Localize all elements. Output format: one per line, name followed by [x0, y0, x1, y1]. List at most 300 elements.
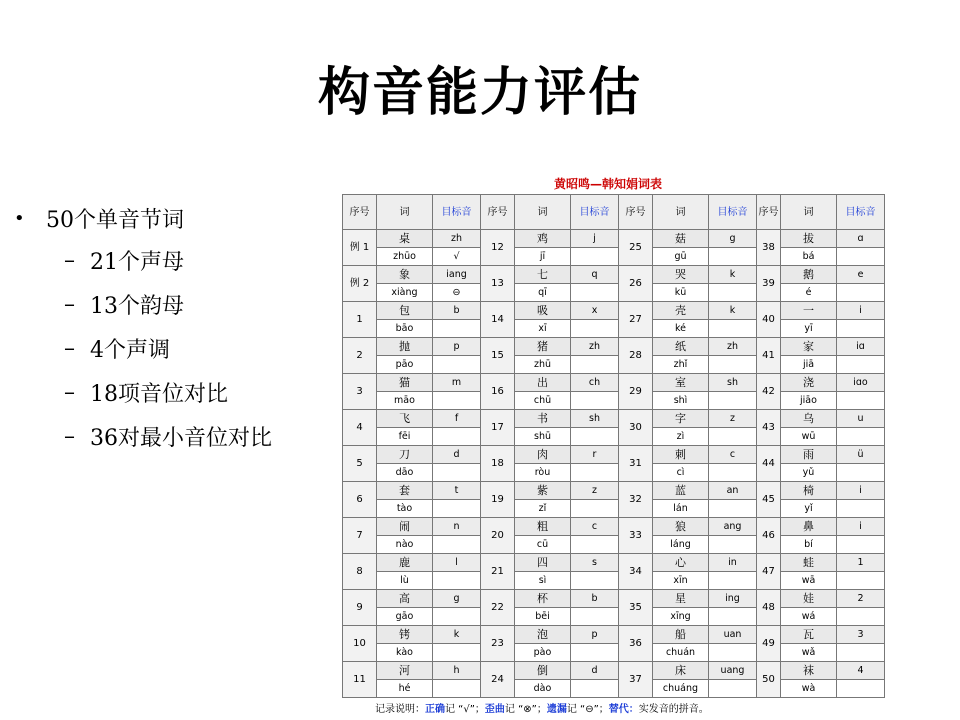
item-word: 娃	[781, 590, 837, 608]
item-number: 16	[481, 374, 515, 410]
item-target: c	[571, 518, 619, 536]
item-number: 25	[619, 230, 653, 266]
item-mark	[433, 644, 481, 662]
item-word: 蛙	[781, 554, 837, 572]
item-target: j	[571, 230, 619, 248]
item-number: 9	[343, 590, 377, 626]
item-number: 41	[757, 338, 781, 374]
header-target: 目标音	[837, 195, 885, 230]
item-mark	[433, 320, 481, 338]
item-number: 21	[481, 554, 515, 590]
table-row-pinyin	[343, 680, 885, 698]
item-mark	[571, 572, 619, 590]
item-target: c	[709, 446, 757, 464]
note-omit-text: 记 “⊖”；	[566, 704, 609, 715]
item-pinyin: pāo	[377, 356, 433, 374]
item-word: 鼻	[781, 518, 837, 536]
item-number: 47	[757, 554, 781, 590]
item-pinyin: xīng	[653, 608, 709, 626]
item-target: k	[709, 266, 757, 284]
item-pinyin: kào	[377, 644, 433, 662]
item-pinyin: ròu	[515, 464, 571, 482]
item-word: 肉	[515, 446, 571, 464]
item-pinyin: zhǐ	[653, 356, 709, 374]
item-number: 49	[757, 626, 781, 662]
item-target: k	[709, 302, 757, 320]
item-word: 蓝	[653, 482, 709, 500]
item-target: zh	[709, 338, 757, 356]
record-note	[375, 700, 709, 715]
bullet-sub-item: – 4个声调	[14, 326, 272, 370]
slide-title: 构音能力评估	[317, 63, 642, 123]
table-row-pinyin	[343, 464, 885, 482]
item-target: sh	[709, 374, 757, 392]
item-target: z	[709, 410, 757, 428]
item-pinyin: pào	[515, 644, 571, 662]
item-target: iɑ	[837, 338, 885, 356]
item-word: 袜	[781, 662, 837, 680]
item-word: 菇	[653, 230, 709, 248]
item-word: 抛	[377, 338, 433, 356]
table-row-pinyin	[343, 248, 885, 266]
bullet-sub-text: 4个声调	[90, 337, 170, 363]
item-mark	[433, 680, 481, 698]
item-word: 乌	[781, 410, 837, 428]
item-number: 例 2	[343, 266, 377, 302]
item-mark	[433, 392, 481, 410]
item-number: 43	[757, 410, 781, 446]
table-row-pinyin	[343, 572, 885, 590]
item-word: 四	[515, 554, 571, 572]
item-pinyin: cū	[515, 536, 571, 554]
header-word: 词	[653, 195, 709, 230]
item-mark	[837, 428, 885, 446]
table-row-pinyin	[343, 536, 885, 554]
item-word: 鹅	[781, 266, 837, 284]
item-mark	[709, 536, 757, 554]
item-pinyin: yǔ	[781, 464, 837, 482]
item-mark	[837, 392, 885, 410]
item-pinyin: zǐ	[515, 500, 571, 518]
item-mark	[433, 572, 481, 590]
item-pinyin: nào	[377, 536, 433, 554]
table-row	[343, 266, 885, 284]
table-row-pinyin	[343, 392, 885, 410]
table-row	[343, 446, 885, 464]
item-pinyin: kū	[653, 284, 709, 302]
item-pinyin: wǎ	[781, 644, 837, 662]
item-word: 船	[653, 626, 709, 644]
item-word: 猪	[515, 338, 571, 356]
note-lead: 记录说明：	[375, 704, 425, 715]
item-mark	[433, 428, 481, 446]
item-number: 7	[343, 518, 377, 554]
item-target: zh	[433, 230, 481, 248]
item-pinyin: tào	[377, 500, 433, 518]
item-number: 42	[757, 374, 781, 410]
item-target: g	[709, 230, 757, 248]
item-word: 星	[653, 590, 709, 608]
item-number: 30	[619, 410, 653, 446]
item-target: p	[571, 626, 619, 644]
item-mark	[433, 356, 481, 374]
item-mark	[709, 428, 757, 446]
item-mark	[571, 500, 619, 518]
item-pinyin: bí	[781, 536, 837, 554]
item-target: ch	[571, 374, 619, 392]
item-target: t	[433, 482, 481, 500]
item-mark	[837, 320, 885, 338]
item-target: uang	[709, 662, 757, 680]
header-number: 序号	[619, 195, 653, 230]
word-list-table	[342, 194, 885, 698]
item-number: 3	[343, 374, 377, 410]
bullet-sub-text: 36对最小音位对比	[90, 425, 272, 451]
item-target: sh	[571, 410, 619, 428]
item-word: 室	[653, 374, 709, 392]
table-header-row	[343, 195, 885, 230]
item-mark	[571, 248, 619, 266]
item-mark	[837, 284, 885, 302]
table-row	[343, 482, 885, 500]
item-target: iang	[433, 266, 481, 284]
item-mark	[837, 608, 885, 626]
table-row-pinyin	[343, 356, 885, 374]
item-target: s	[571, 554, 619, 572]
table-row	[343, 338, 885, 356]
item-pinyin: xīn	[653, 572, 709, 590]
item-mark	[709, 680, 757, 698]
item-pinyin: wá	[781, 608, 837, 626]
bullet-dot: •	[14, 207, 25, 229]
item-pinyin: sì	[515, 572, 571, 590]
item-target: x	[571, 302, 619, 320]
item-number: 35	[619, 590, 653, 626]
item-word: 刀	[377, 446, 433, 464]
table-row-pinyin	[343, 428, 885, 446]
item-pinyin: dāo	[377, 464, 433, 482]
item-pinyin: chuáng	[653, 680, 709, 698]
item-pinyin: zhū	[515, 356, 571, 374]
item-mark	[571, 320, 619, 338]
item-pinyin: yī	[781, 320, 837, 338]
item-word: 鸡	[515, 230, 571, 248]
item-pinyin: cì	[653, 464, 709, 482]
item-mark	[571, 428, 619, 446]
item-number: 10	[343, 626, 377, 662]
item-mark	[837, 248, 885, 266]
note-sub: 替代：	[608, 704, 639, 715]
item-word: 一	[781, 302, 837, 320]
item-word: 飞	[377, 410, 433, 428]
bullet-main-text: 50个单音节词	[46, 207, 184, 233]
item-word: 粗	[515, 518, 571, 536]
item-number: 28	[619, 338, 653, 374]
item-target: z	[571, 482, 619, 500]
item-target: g	[433, 590, 481, 608]
item-mark	[709, 464, 757, 482]
note-omit: 遗漏	[546, 704, 567, 715]
item-target: q	[571, 266, 619, 284]
item-mark	[571, 284, 619, 302]
header-word: 词	[781, 195, 837, 230]
item-pinyin: gāo	[377, 608, 433, 626]
item-mark	[709, 572, 757, 590]
item-target: k	[433, 626, 481, 644]
item-word: 家	[781, 338, 837, 356]
item-pinyin: dào	[515, 680, 571, 698]
item-mark	[571, 644, 619, 662]
table-row	[343, 374, 885, 392]
bullet-sub-item: – 36对最小音位对比	[14, 414, 272, 458]
item-number: 45	[757, 482, 781, 518]
item-mark	[709, 608, 757, 626]
item-word: 书	[515, 410, 571, 428]
item-mark	[837, 536, 885, 554]
item-number: 23	[481, 626, 515, 662]
item-target: m	[433, 374, 481, 392]
item-word: 纸	[653, 338, 709, 356]
item-number: 40	[757, 302, 781, 338]
item-target: iɑo	[837, 374, 885, 392]
item-word: 泡	[515, 626, 571, 644]
item-pinyin: yǐ	[781, 500, 837, 518]
item-word: 椅	[781, 482, 837, 500]
item-pinyin: chuán	[653, 644, 709, 662]
table-row	[343, 626, 885, 644]
item-number: 4	[343, 410, 377, 446]
item-target: b	[571, 590, 619, 608]
item-word: 浇	[781, 374, 837, 392]
item-mark	[709, 644, 757, 662]
item-mark	[433, 464, 481, 482]
item-mark	[709, 248, 757, 266]
header-target: 目标音	[709, 195, 757, 230]
bullet-sub-item: – 21个声母	[14, 238, 272, 282]
item-pinyin: hé	[377, 680, 433, 698]
item-target: 4	[837, 662, 885, 680]
item-mark	[709, 320, 757, 338]
item-word: 瓦	[781, 626, 837, 644]
item-pinyin: māo	[377, 392, 433, 410]
item-number: 18	[481, 446, 515, 482]
item-pinyin: jiā	[781, 356, 837, 374]
item-mark: √	[433, 248, 481, 266]
bullet-sub-item: – 13个韵母	[14, 282, 272, 326]
item-number: 例 1	[343, 230, 377, 266]
item-mark	[571, 680, 619, 698]
item-target: h	[433, 662, 481, 680]
item-number: 11	[343, 662, 377, 698]
item-number: 12	[481, 230, 515, 266]
item-pinyin: chū	[515, 392, 571, 410]
item-pinyin: wà	[781, 680, 837, 698]
header-target: 目标音	[571, 195, 619, 230]
item-target: an	[709, 482, 757, 500]
item-pinyin: wā	[781, 572, 837, 590]
item-target: p	[433, 338, 481, 356]
bullet-sub-text: 18项音位对比	[90, 381, 228, 407]
item-number: 48	[757, 590, 781, 626]
table-row-pinyin	[343, 644, 885, 662]
item-pinyin: zì	[653, 428, 709, 446]
item-pinyin: zhūo	[377, 248, 433, 266]
item-target: b	[433, 302, 481, 320]
item-number: 26	[619, 266, 653, 302]
item-number: 20	[481, 518, 515, 554]
item-word: 套	[377, 482, 433, 500]
item-number: 24	[481, 662, 515, 698]
item-pinyin: xiàng	[377, 284, 433, 302]
header-word: 词	[515, 195, 571, 230]
item-target: d	[571, 662, 619, 680]
item-target: ɑ	[837, 230, 885, 248]
item-number: 1	[343, 302, 377, 338]
item-number: 8	[343, 554, 377, 590]
item-mark	[837, 680, 885, 698]
note-distort: 歪曲	[484, 704, 505, 715]
table-row-pinyin	[343, 284, 885, 302]
item-mark	[709, 356, 757, 374]
item-word: 狼	[653, 518, 709, 536]
item-number: 44	[757, 446, 781, 482]
item-number: 13	[481, 266, 515, 302]
item-target: n	[433, 518, 481, 536]
table-row	[343, 410, 885, 428]
item-pinyin: láng	[653, 536, 709, 554]
item-target: 1	[837, 554, 885, 572]
item-target: d	[433, 446, 481, 464]
item-number: 17	[481, 410, 515, 446]
item-target: e	[837, 266, 885, 284]
note-correct: 正确	[425, 704, 445, 715]
item-target: ü	[837, 446, 885, 464]
item-target: 3	[837, 626, 885, 644]
table-row	[343, 230, 885, 248]
item-target: uan	[709, 626, 757, 644]
item-word: 桌	[377, 230, 433, 248]
item-number: 15	[481, 338, 515, 374]
header-number: 序号	[481, 195, 515, 230]
item-pinyin: xī	[515, 320, 571, 338]
item-mark: ⊖	[433, 284, 481, 302]
item-mark	[571, 536, 619, 554]
item-target: i	[837, 302, 885, 320]
item-number: 14	[481, 302, 515, 338]
bullet-sub-item: – 18项音位对比	[14, 370, 272, 414]
item-mark	[571, 392, 619, 410]
item-number: 33	[619, 518, 653, 554]
item-number: 31	[619, 446, 653, 482]
item-number: 36	[619, 626, 653, 662]
bullet-main	[14, 198, 272, 238]
bullet-sub-text: 21个声母	[90, 249, 184, 275]
table-row	[343, 518, 885, 536]
item-mark	[709, 284, 757, 302]
item-target: ang	[709, 518, 757, 536]
bullet-sub-text: 13个韵母	[90, 293, 184, 319]
item-mark	[837, 500, 885, 518]
item-number: 50	[757, 662, 781, 698]
item-mark	[433, 536, 481, 554]
header-word: 词	[377, 195, 433, 230]
item-target: ing	[709, 590, 757, 608]
item-number: 29	[619, 374, 653, 410]
item-number: 27	[619, 302, 653, 338]
item-number: 38	[757, 230, 781, 266]
item-pinyin: bá	[781, 248, 837, 266]
item-word: 杯	[515, 590, 571, 608]
item-target: l	[433, 554, 481, 572]
item-target: zh	[571, 338, 619, 356]
item-target: u	[837, 410, 885, 428]
item-number: 19	[481, 482, 515, 518]
item-word: 铐	[377, 626, 433, 644]
item-mark	[571, 464, 619, 482]
item-pinyin: ké	[653, 320, 709, 338]
table-row-pinyin	[343, 608, 885, 626]
item-word: 高	[377, 590, 433, 608]
item-word: 哭	[653, 266, 709, 284]
item-mark	[709, 392, 757, 410]
item-word: 鹿	[377, 554, 433, 572]
item-number: 6	[343, 482, 377, 518]
note-distort-text: 记 “⊗”；	[504, 704, 547, 715]
item-number: 39	[757, 266, 781, 302]
item-word: 河	[377, 662, 433, 680]
item-word: 象	[377, 266, 433, 284]
item-number: 22	[481, 590, 515, 626]
item-pinyin: jiāo	[781, 392, 837, 410]
item-pinyin: bēi	[515, 608, 571, 626]
item-mark	[571, 356, 619, 374]
item-word: 拔	[781, 230, 837, 248]
note-correct-text: 记 “√”；	[445, 704, 485, 715]
item-target: i	[837, 518, 885, 536]
item-word: 心	[653, 554, 709, 572]
table-row	[343, 590, 885, 608]
item-word: 猫	[377, 374, 433, 392]
item-mark	[837, 644, 885, 662]
item-pinyin: jī	[515, 248, 571, 266]
item-target: in	[709, 554, 757, 572]
item-pinyin: wū	[781, 428, 837, 446]
item-mark	[709, 500, 757, 518]
item-pinyin: lán	[653, 500, 709, 518]
item-target: 2	[837, 590, 885, 608]
item-target: i	[837, 482, 885, 500]
table-row	[343, 662, 885, 680]
item-target: r	[571, 446, 619, 464]
item-number: 34	[619, 554, 653, 590]
item-word: 闹	[377, 518, 433, 536]
item-word: 出	[515, 374, 571, 392]
header-target: 目标音	[433, 195, 481, 230]
item-mark	[433, 500, 481, 518]
item-word: 字	[653, 410, 709, 428]
item-number: 2	[343, 338, 377, 374]
item-pinyin: é	[781, 284, 837, 302]
table-row-pinyin	[343, 500, 885, 518]
item-pinyin: bāo	[377, 320, 433, 338]
bullet-list	[14, 198, 272, 458]
item-word: 雨	[781, 446, 837, 464]
item-word: 紫	[515, 482, 571, 500]
table-row	[343, 554, 885, 572]
item-number: 37	[619, 662, 653, 698]
item-pinyin: fēi	[377, 428, 433, 446]
item-mark	[837, 464, 885, 482]
